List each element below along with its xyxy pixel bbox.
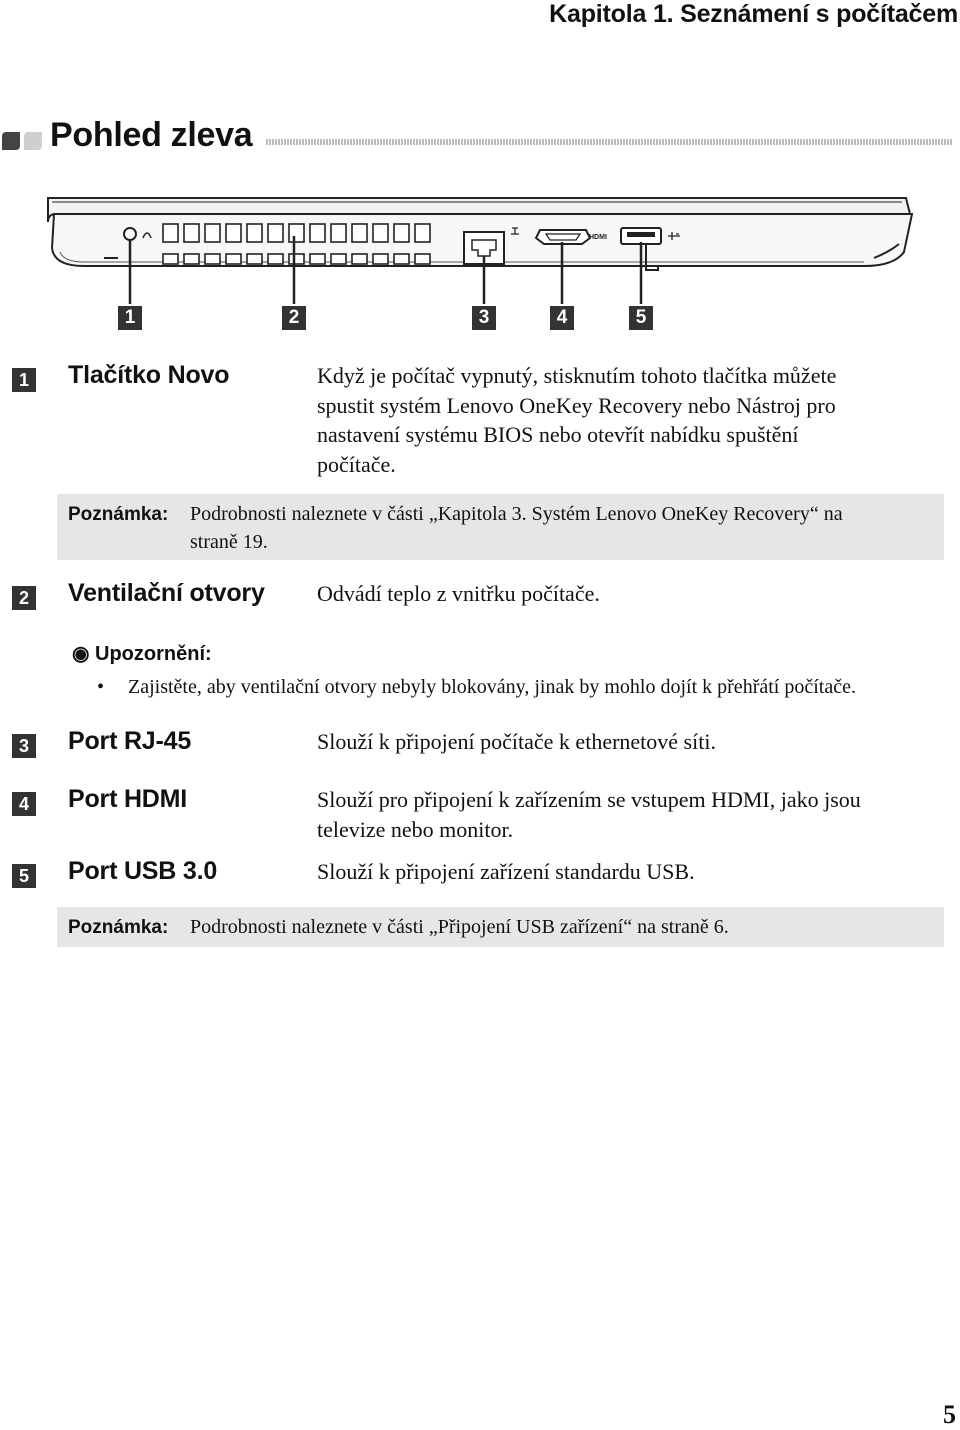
item-description-rj45 [317, 727, 927, 757]
warning-text: Zajistěte, aby ventilační otvory nebyly blokovány, jinak by mohlo dojít k přehřátí počítače. [128, 676, 856, 698]
title-dotted-rule [266, 139, 952, 145]
item-description-novo-button [317, 361, 927, 479]
description-line: počítače. [317, 451, 396, 477]
note-line: Podrobnosti naleznete v části „Kapitola 3. Systém Lenovo OneKey Recovery“ na [190, 503, 843, 525]
note-text [190, 500, 932, 556]
note-text [190, 913, 932, 941]
note-label: Poznámka: [68, 917, 169, 938]
diagram-callout-1: 1 [118, 306, 142, 330]
warning-circle-icon: ◉ [72, 643, 90, 665]
item-number-badge: 4 [12, 792, 36, 816]
hdmi-port-icon [536, 230, 590, 244]
description-line: nastavení systému BIOS nebo otevřít nabídku spuštění [317, 422, 799, 447]
item-term-rj45: Port RJ-45 [68, 727, 192, 755]
warning-title: Upozornění: [95, 643, 212, 665]
item-number-badge: 1 [12, 368, 36, 392]
description-line: spustit systém Lenovo OneKey Recovery nebo Nástroj pro [317, 392, 836, 418]
section-title: Pohled zleva [50, 116, 253, 154]
item-term-vents: Ventilační otvory [68, 579, 265, 607]
description-line: Když je počítač vypnutý, stisknutím tohoto tlačítka můžete [317, 363, 837, 388]
note-label: Poznámka: [68, 504, 169, 525]
item-number-badge: 5 [12, 864, 36, 888]
section-square-light-icon [24, 132, 42, 150]
note-line: straně 19. [190, 531, 268, 553]
section-square-dark-icon [2, 132, 20, 150]
warning-heading [72, 641, 212, 666]
item-description-usb [317, 857, 927, 887]
page-number: 5 [943, 1400, 956, 1429]
item-term-hdmi: Port HDMI [68, 785, 188, 813]
item-description-vents [317, 579, 927, 609]
description-line: Slouží k připojení počítače k ethernetové síti. [317, 729, 716, 754]
novo-button-icon [124, 228, 136, 240]
item-term-novo-button: Tlačítko Novo [68, 361, 230, 389]
note-box-onekey [57, 494, 944, 560]
item-number-badge: 2 [12, 586, 36, 610]
hdmi-port-label: HDMI [589, 234, 607, 241]
item-description-hdmi [317, 785, 927, 844]
description-line: Slouží k připojení zařízení standardu USB. [317, 859, 695, 884]
description-line: televize nebo monitor. [317, 816, 514, 842]
bullet-icon: • [97, 676, 105, 698]
item-number-badge: 3 [12, 734, 36, 758]
description-line: Odvádí teplo z vnitřku počítače. [317, 581, 600, 606]
diagram-callout-4: 4 [550, 306, 574, 330]
diagram-callout-3: 3 [472, 306, 496, 330]
diagram-callout-2: 2 [282, 306, 306, 330]
section-title-bar [0, 112, 960, 162]
chapter-header: Kapitola 1. Seznámení s počítačem [549, 0, 958, 28]
note-box-usb [57, 907, 944, 947]
item-term-usb: Port USB 3.0 [68, 857, 218, 885]
description-line: Slouží pro připojení k zařízením se vstupem HDMI, jako jsou [317, 787, 861, 812]
diagram-callout-5: 5 [629, 306, 653, 330]
note-line: Podrobnosti naleznete v části „Připojení USB zařízení“ na straně 6. [190, 916, 729, 938]
